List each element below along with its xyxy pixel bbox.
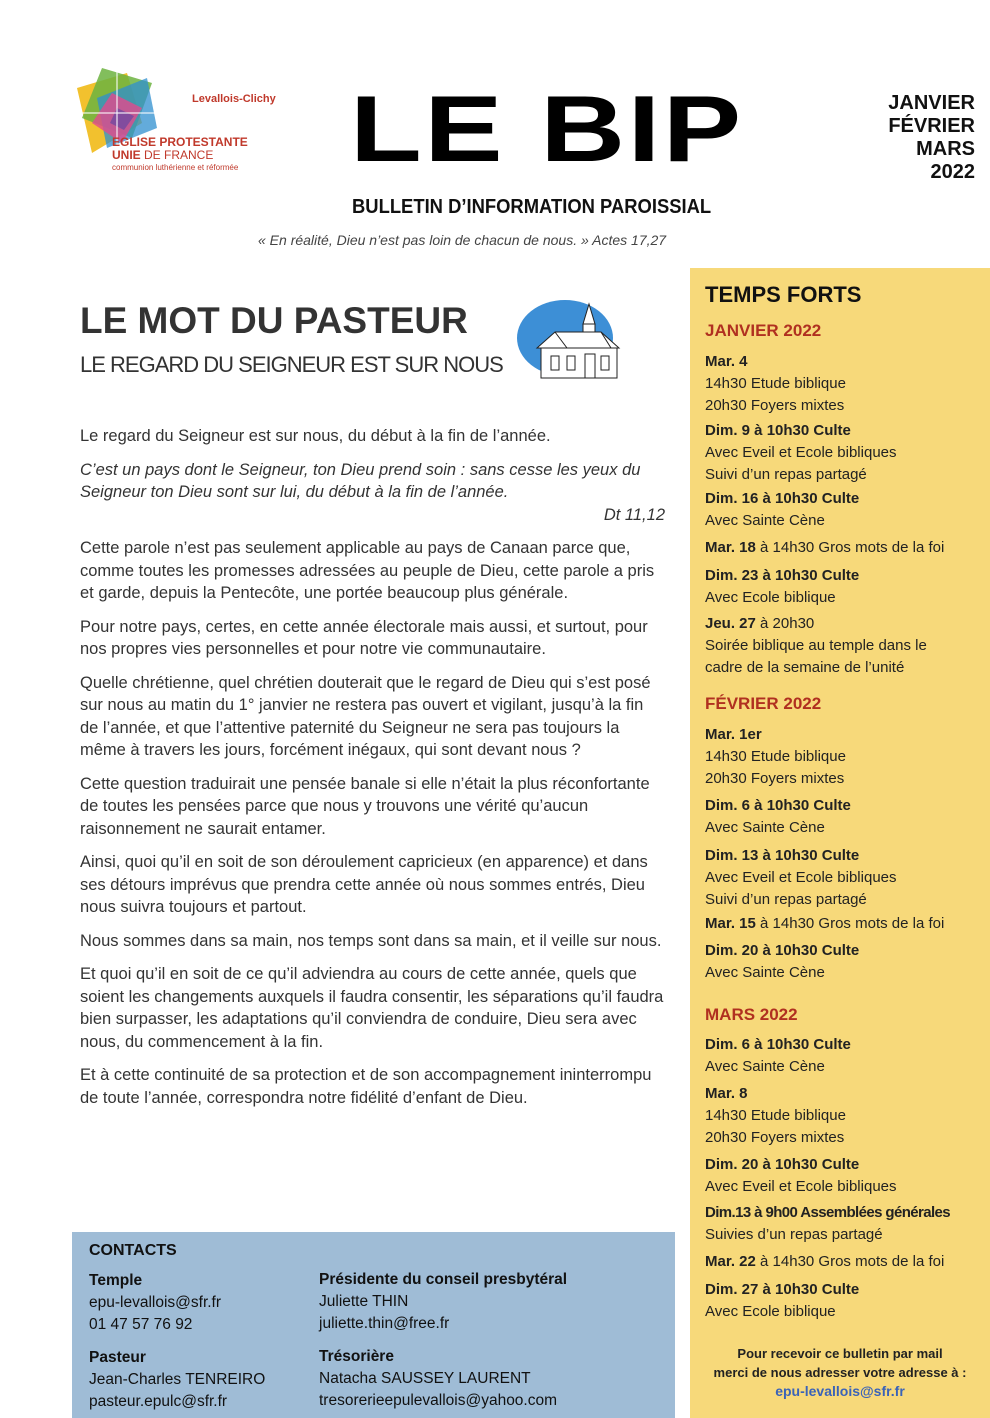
sidebar-title: TEMPS FORTS	[705, 282, 862, 307]
event-item: Dim. 23 à 10h30 Culte Avec Ecole biblique	[705, 567, 860, 606]
article-paragraph: Cette parole n’est pas seulement applicable au pays de Canaan parce que, comme toutes les promesses adressées au peuple de Dieu, cette parole a pris et garde, depuis la Pentecôte, une portée beaucoup plus générale.	[80, 539, 655, 602]
month-heading: FÉVRIER 2022	[705, 694, 822, 713]
event-item: Dim. 16 à 10h30 Culte Avec Sainte Cène	[705, 490, 860, 529]
event-item: Jeu. 27 à 20h30 Soirée biblique au temple dans le cadre de la semaine de l’unité	[705, 615, 927, 676]
article-paragraph: Pour notre pays, certes, en cette année électorale mais aussi, et surtout, pour nos propres vies personnelles et pour notre vie communautaire.	[80, 617, 648, 658]
article-paragraph: Et quoi qu’il en soit de ce qu’il adviendra au cours de cette année, quels que soient les changements auxquels il faudra consentir, les séparations qu’il faudra bien surpasser, les adaptations qu’il conviendra de conduire, Dieu sera avec nous, du commencement à la fin.	[80, 965, 664, 1051]
logo-name-line1: EGLISE PROTESTANTE	[112, 135, 248, 149]
period-month-2: FÉVRIER	[888, 115, 975, 137]
article-paragraph: Et à cette continuité de sa protection et de son accompagnement ininterrompu de toute l’année, correspondra notre fidélité d’enfant de Dieu.	[80, 1066, 652, 1107]
article-paragraph: Cette question traduirait une pensée banale si elle n’était la plus réconfortante de toutes les pensées parce que nous y trouvons une vérité qu’aucun raisonnement ne saurait entamer.	[80, 774, 650, 838]
contacts-title: CONTACTS	[89, 1242, 177, 1259]
temple-email[interactable]: epu-levallois@sfr.fr	[89, 1294, 222, 1311]
article-intro: Le regard du Seigneur est sur nous, du début à la fin de l’année.	[80, 427, 551, 445]
event-item: Dim. 27 à 10h30 Culte Avec Ecole biblique	[705, 1281, 860, 1320]
event-item: Mar. 4 14h30 Etude biblique 20h30 Foyers mixtes	[705, 353, 846, 414]
church-drawing-icon	[515, 296, 635, 386]
event-item: Dim. 20 à 10h30 Culte Avec Eveil et Ecole bibliques	[705, 1156, 897, 1195]
event-item: Mar. 18 à 14h30 Gros mots de la foi	[705, 539, 945, 556]
temple-phone: 01 47 57 76 92	[89, 1316, 193, 1333]
period-year: 2022	[930, 161, 975, 183]
pasteur-email[interactable]: pasteur.epulc@sfr.fr	[89, 1393, 228, 1410]
article-verse: C’est un pays dont le Seigneur, ton Dieu prend soin : sans cesse les yeux du Seigneur ton Dieu sont sur lui, du début à la fin de l’année.	[80, 460, 641, 501]
event-item: Dim. 13 à 10h30 Culte Avec Eveil et Ecole bibliques Suivi d’un repas partagé	[705, 847, 897, 908]
bulletin-title: LE BIP	[350, 76, 744, 181]
bible-quote: « En réalité, Dieu n’est pas loin de chacun de nous. » Actes 17,27	[258, 232, 667, 248]
event-item: Mar. 15 à 14h30 Gros mots de la foi	[705, 915, 945, 932]
article-subtitle: LE REGARD DU SEIGNEUR EST SUR NOUS	[80, 352, 503, 377]
logo-name-line2: UNIE DE FRANCE	[112, 148, 214, 162]
presidente-email[interactable]: juliette.thin@free.fr	[319, 1315, 450, 1332]
article-verse-ref: Dt 11,12	[603, 505, 665, 524]
event-item: Mar. 22 à 14h30 Gros mots de la foi	[705, 1253, 945, 1270]
subscribe-note: Pour recevoir ce bulletin par mail merci de nous adresser votre adresse à : epu-levallois@sfr.fr	[690, 1344, 990, 1401]
event-item: Mar. 8 14h30 Etude biblique 20h30 Foyers mixtes	[705, 1085, 846, 1146]
article-paragraph: Nous sommes dans sa main, nos temps sont dans sa main, et il veille sur nous.	[80, 931, 662, 950]
article-paragraph: Quelle chrétienne, quel chrétien douterait que le regard de Dieu qui s’est posé sur nous au matin du 1° janvier ne restera pas ouvert et vigilant, jusqu’à la fin de l’année, et que l’attentive paternité du Seigneur ne sera pas toujours la même à travers les jours, forcément inégaux, qui sont devant nous ?	[80, 673, 651, 759]
contact-presidente: Présidente du conseil presbytéral Juliette THIN juliette.thin@free.fr	[319, 1269, 567, 1335]
contact-tresoriere: Trésorière Natacha SAUSSEY LAURENT tresorerieepulevallois@yahoo.com	[319, 1346, 557, 1412]
logo-subtitle: communion luthérienne et réformée	[112, 163, 239, 172]
contact-temple: Temple epu-levallois@sfr.fr 01 47 57 76 92	[89, 1270, 221, 1336]
subscribe-email-link[interactable]: epu-levallois@sfr.fr	[775, 1383, 905, 1399]
article-title: LE MOT DU PASTEUR	[80, 300, 468, 341]
period-month-3: MARS	[916, 138, 975, 160]
month-heading: MARS 2022	[705, 1005, 798, 1024]
events-sidebar	[690, 268, 990, 1418]
article-paragraph: Ainsi, quoi qu’il en soit de son déroulement capricieux (en apparence) et dans ses détours imprévus que prendra cette année où nous sommes entrés, Dieu nous suivra toujours et partout.	[80, 853, 648, 916]
tresoriere-email[interactable]: tresorerieepulevallois@yahoo.com	[319, 1392, 558, 1409]
bulletin-subtitle: BULLETIN D’INFORMATION PAROISSIAL	[352, 196, 712, 218]
bulletin-period	[888, 92, 975, 184]
event-item: Dim. 6 à 10h30 Culte Avec Sainte Cène	[705, 797, 851, 836]
event-item: Dim. 20 à 10h30 Culte Avec Sainte Cène	[705, 942, 860, 981]
period-month-1: JANVIER	[888, 92, 975, 114]
event-item: Dim.13 à 9h00 Assemblées générales Suivies d’un repas partagé	[705, 1204, 951, 1243]
event-item: Mar. 1er 14h30 Etude biblique 20h30 Foyers mixtes	[705, 726, 846, 787]
event-item: Dim. 6 à 10h30 Culte Avec Sainte Cène	[705, 1036, 851, 1075]
month-heading: JANVIER 2022	[705, 321, 822, 340]
event-item: Dim. 9 à 10h30 Culte Avec Eveil et Ecole bibliques Suivi d’un repas partagé	[705, 422, 897, 483]
church-logo	[72, 68, 292, 180]
contact-pasteur: Pasteur Jean-Charles TENREIRO pasteur.epulc@sfr.fr	[89, 1347, 265, 1413]
article-body	[80, 425, 665, 1120]
contacts-box	[72, 1232, 675, 1418]
church-drawing	[515, 296, 635, 386]
logo-city: Levallois-Clichy	[192, 93, 276, 105]
